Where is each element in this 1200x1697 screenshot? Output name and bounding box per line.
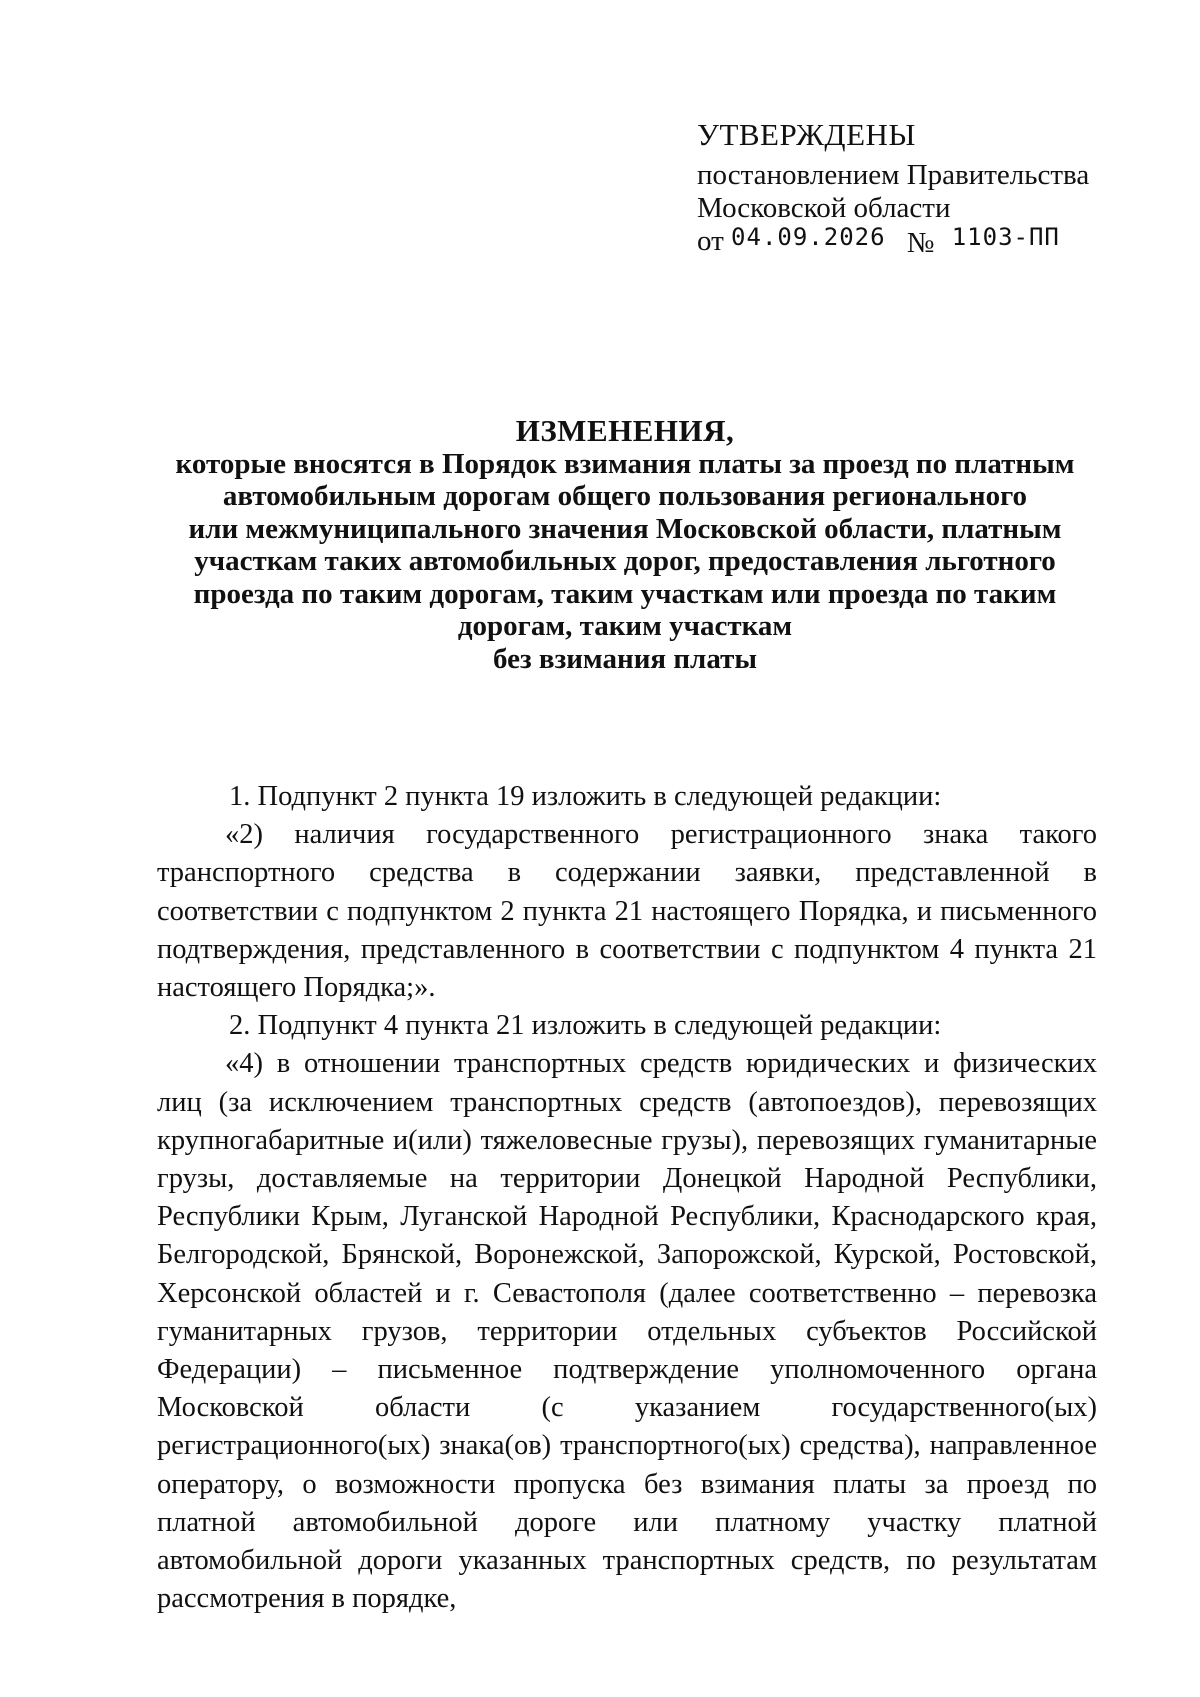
title-line: проезда по таким дорогам, таким участкам или проезда по таким: [193, 577, 1057, 610]
approval-stamp-block: [697, 118, 1157, 259]
approval-date: 04.09.2026: [731, 223, 886, 251]
date-prefix: от: [697, 225, 724, 257]
title-line: или межмуниципального значения Московской области, платным: [188, 512, 1062, 545]
title-heading: ИЗМЕНЕНИЯ,: [515, 413, 735, 448]
approval-date-number-line: [697, 225, 1157, 259]
title-line: без взимания платы: [493, 642, 757, 675]
title-line: дорогам, таким участкам: [457, 610, 793, 642]
body-paragraph: 2. Подпункт 4 пункта 21 изложить в следующей редакции:: [229, 1010, 942, 1042]
approval-issuer-line: постановлением Правительства: [697, 159, 1090, 191]
document-title: [150, 415, 1100, 675]
body-paragraph: 1. Подпункт 2 пункта 19 изложить в следующей редакции:: [229, 781, 942, 812]
number-sign: №: [906, 227, 935, 259]
approval-title: УТВЕРЖДЕНЫ: [697, 117, 916, 152]
body-paragraph: «2) наличия государственного регистрационного знака такого транспортного средства в содержании заявки, представленной в соответствии с подпунктом 2 пункта 21 настоящего Порядка, и письменного подтверждения, представленного в соответствии с подпунктом 4 пункта 21 настоящего Порядка;».: [157, 819, 1097, 1004]
title-line: участкам таких автомобильных дорог, предоставления льготного: [194, 545, 1056, 577]
title-line: автомобильным дорогам общего пользования регионального: [222, 480, 1028, 512]
document-body: [157, 778, 1097, 1618]
body-paragraph: «4) в отношении транспортных средств юридических и физических лиц (за исключением транспортных средств (автопоездов), перевозящих крупногабаритные и(или) тяжеловесные грузы), перевозящих гуманитарные грузы, доставляемые на территории Донецкой Народной Республики, Республики Крым, Луганской Народной Республики, Краснодарского края, Белгородской, Брянской, Воронежской, Запорожской, Курской, Ростовской, Херсонской областей и г. Севастополя (далее соответственно – перевозка гуманитарных грузов, территории отдельных субъектов Российской Федерации) – письменное подтверждение уполномоченного органа Московской области (с указанием государственного(ых) регистрационного(ых) знака(ов) транспортного(ых) средства), направленное оператору, о возможности пропуска без взимания платы за проезд по платной автомобильной дороге или платному участку платной автомобильной дороги указанных транспортных средств, по результатам рассмотрения в порядке,: [157, 1048, 1097, 1615]
approval-region-line: Московской области: [697, 192, 951, 224]
approval-number: 1103-ПП: [951, 223, 1060, 251]
title-line: которые вносятся в Порядок взимания платы за проезд по платным: [175, 447, 1075, 480]
